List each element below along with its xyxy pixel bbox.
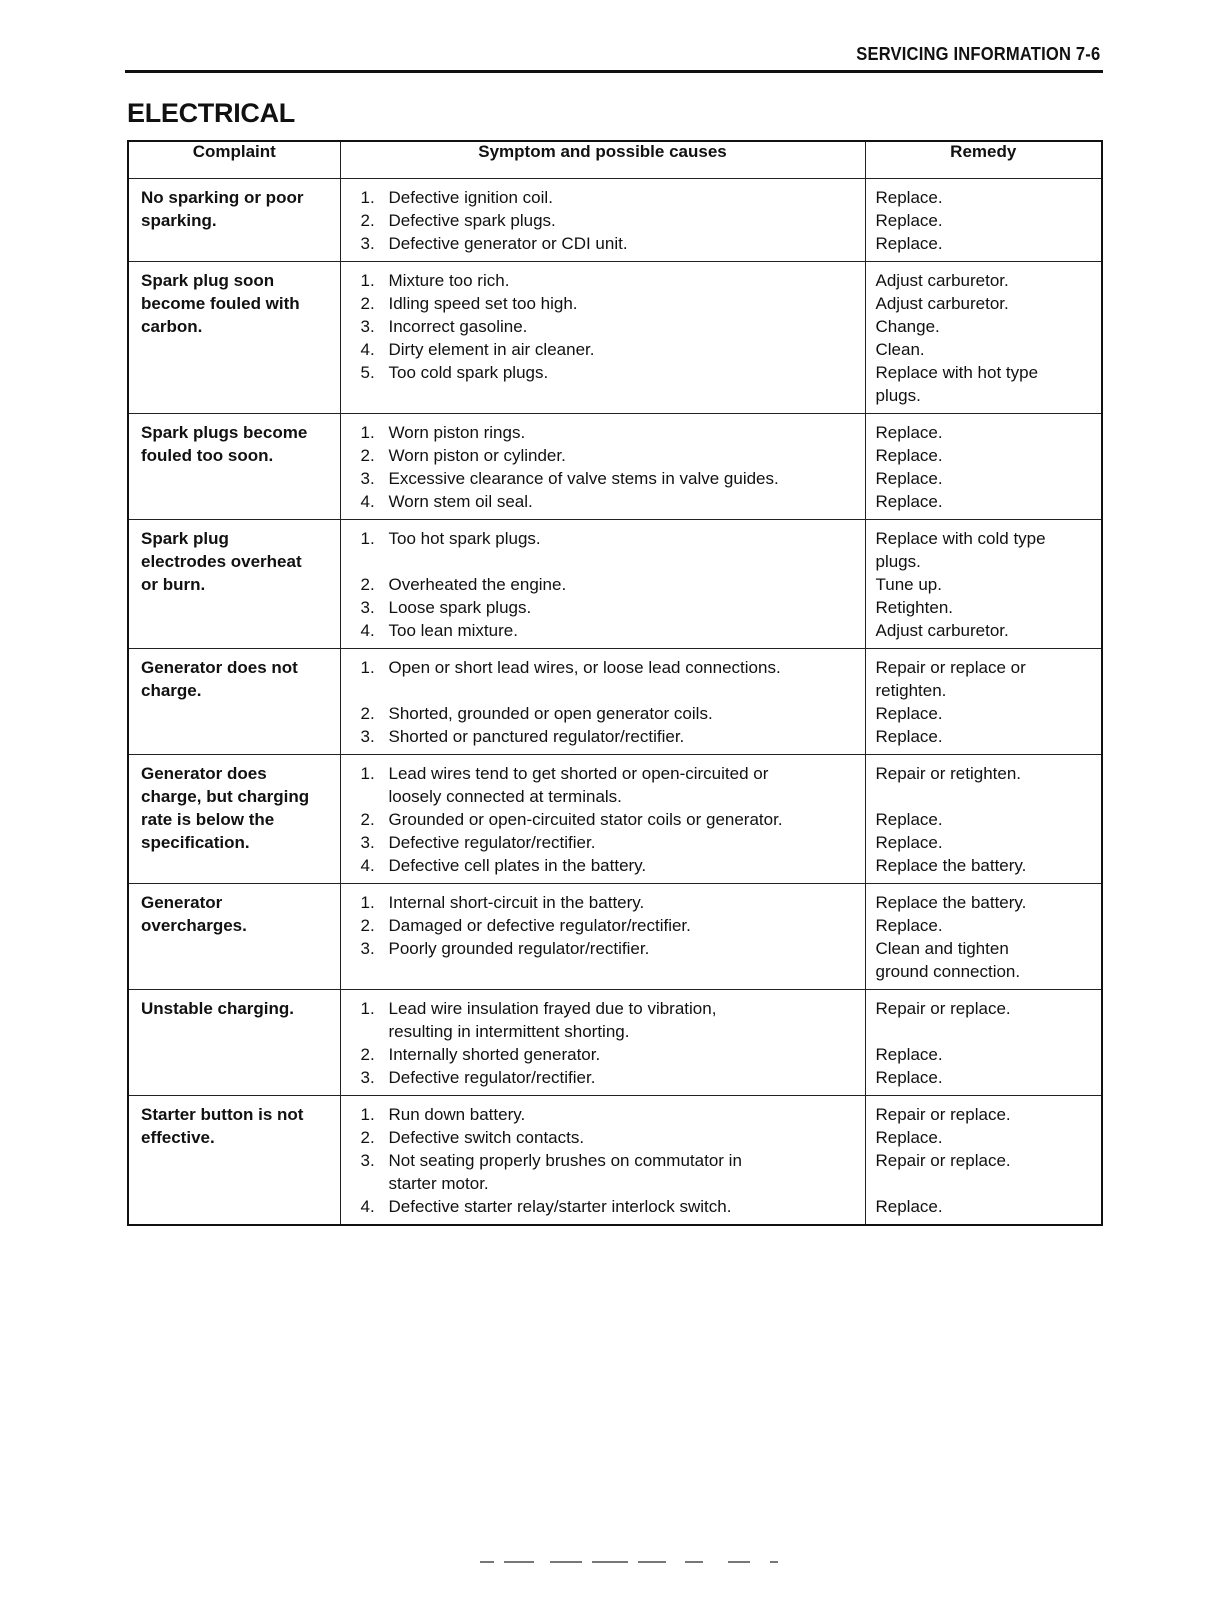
table-row [128,1096,1102,1226]
remedy-text: Adjust carburetor. [875,621,1009,640]
symptom-cell [340,414,865,520]
complaint-text: Generator [141,893,223,912]
complaint-cell [128,649,340,755]
symptom-cell [340,755,865,884]
complaint-text: Starter button is not [141,1105,304,1124]
symptom-number: 2. [360,294,375,313]
symptom-number: 1. [360,893,375,912]
remedy-text: Adjust carburetor. [875,271,1009,290]
symptom-item [361,1126,859,1149]
remedy-text: Replace the battery. [875,893,1027,912]
symptom-number: 2. [360,575,375,594]
table-row [128,520,1102,649]
remedy-text [876,785,1096,808]
symptom-number [361,384,389,407]
symptom-text: Defective spark plugs. [388,211,556,230]
symptom-item [361,997,859,1020]
remedy-text: Replace with cold type [875,529,1046,548]
symptom-cell [340,990,865,1096]
symptom-number: 3. [360,939,375,958]
symptom-text: Internal short-circuit in the battery. [388,893,645,912]
remedy-text: Replace. [875,916,943,935]
remedy-cell [865,990,1102,1096]
symptom-item [361,550,859,573]
symptom-item [361,338,859,361]
symptom-item [361,808,859,831]
remedy-text: Replace. [875,469,943,488]
symptom-text: Worn stem oil seal. [388,492,533,511]
symptom-item [361,725,859,748]
remedy-cell [865,414,1102,520]
symptom-cell [340,520,865,649]
symptom-text: Open or short lead wires, or loose lead connections. [388,658,781,677]
table-body [128,179,1102,1226]
remedy-cell [865,262,1102,414]
symptom-text: Defective regulator/rectifier. [388,1068,596,1087]
symptom-text: Lead wire insulation frayed due to vibration, [388,999,717,1018]
symptom-number: 2. [360,916,375,935]
remedy-text: plugs. [875,386,921,405]
remedy-text: Replace with hot type [875,363,1039,382]
symptom-text: Defective ignition coil. [388,188,553,207]
symptom-number: 3. [360,1151,375,1170]
symptom-item [361,269,859,292]
symptom-number: 2. [360,1128,375,1147]
symptom-item [361,891,859,914]
symptom-item [361,232,859,255]
remedy-cell [865,1096,1102,1226]
symptom-text: Poorly grounded regulator/rectifier. [388,939,650,958]
symptom-text: Lead wires tend to get shorted or open-circuited or [388,764,769,783]
table-header-row [128,141,1102,179]
complaint-text: charge. [141,681,202,700]
remedy-text: Retighten. [875,598,953,617]
symptom-number: 4. [360,1197,375,1216]
column-header-complaint: Complaint [128,141,340,179]
symptom-text: Dirty element in air cleaner. [388,340,595,359]
remedy-text [876,1172,1096,1195]
remedy-cell [865,755,1102,884]
symptom-text: resulting in intermittent shorting. [388,1022,630,1041]
complaint-text: rate is below the [141,810,275,829]
symptom-text: Loose spark plugs. [388,598,532,617]
symptom-item [361,831,859,854]
symptom-number [361,785,389,808]
symptom-text: loosely connected at terminals. [388,787,622,806]
complaint-text: Generator does [141,764,267,783]
symptom-item [361,1043,859,1066]
symptom-item [361,679,859,702]
symptom-item [361,467,859,490]
complaint-cell [128,990,340,1096]
symptom-number [361,960,389,983]
complaint-text: sparking. [141,211,217,230]
symptom-item [361,656,859,679]
symptom-number: 1. [360,188,375,207]
symptom-item [361,527,859,550]
remedy-text: Replace. [875,1128,943,1147]
symptom-item [361,1020,859,1043]
symptom-cell [340,1096,865,1226]
symptom-number: 2. [360,446,375,465]
symptom-text: Excessive clearance of valve stems in valve guides. [388,469,779,488]
symptom-text: Grounded or open-circuited stator coils or generator. [388,810,783,829]
complaint-text: Unstable charging. [141,999,295,1018]
symptom-text: Too lean mixture. [388,621,518,640]
remedy-text: Replace. [875,211,943,230]
table-row [128,649,1102,755]
table-row [128,262,1102,414]
symptom-text: Mixture too rich. [388,271,510,290]
remedy-text: Adjust carburetor. [875,294,1009,313]
symptom-text: Shorted, grounded or open generator coils. [388,704,713,723]
table-row [128,755,1102,884]
symptom-item [361,1149,859,1172]
complaint-text: effective. [141,1128,215,1147]
symptom-number [361,550,389,573]
remedy-cell [865,649,1102,755]
remedy-text: ground connection. [875,962,1021,981]
troubleshooting-table [127,140,1103,1226]
symptom-item [361,785,859,808]
symptom-number: 3. [360,469,375,488]
remedy-text: Replace. [875,727,943,746]
symptom-item [361,762,859,785]
symptom-number: 2. [360,211,375,230]
complaint-cell [128,884,340,990]
symptom-text: Idling speed set too high. [388,294,578,313]
table-row [128,884,1102,990]
symptom-text: Too hot spark plugs. [388,529,541,548]
symptom-text: Incorrect gasoline. [388,317,528,336]
symptom-number: 1. [360,423,375,442]
symptom-number [361,1020,389,1043]
symptom-text: Overheated the engine. [388,575,567,594]
complaint-cell [128,520,340,649]
symptom-number: 3. [360,234,375,253]
symptom-number: 3. [360,833,375,852]
complaint-text: Generator does not [141,658,298,677]
symptom-text: Internally shorted generator. [388,1045,601,1064]
remedy-text: Repair or replace. [875,999,1011,1018]
symptom-item [361,186,859,209]
symptom-text: Shorted or panctured regulator/rectifier. [388,727,685,746]
remedy-text: Repair or replace. [875,1151,1011,1170]
column-header-symptom: Symptom and possible causes [340,141,865,179]
complaint-text: Spark plugs become [141,423,308,442]
complaint-cell [128,179,340,262]
symptom-number: 4. [360,340,375,359]
symptom-item [361,209,859,232]
symptom-cell [340,884,865,990]
remedy-text: Clean. [875,340,925,359]
symptom-item [361,444,859,467]
complaint-cell [128,1096,340,1226]
symptom-number: 2. [360,810,375,829]
remedy-text: Replace. [875,1045,943,1064]
symptom-item [361,1172,859,1195]
symptom-number: 1. [360,764,375,783]
table-row [128,990,1102,1096]
complaint-text: Spark plug [141,529,229,548]
remedy-text [876,1020,1096,1043]
remedy-text: Replace. [875,704,943,723]
symptom-text: Defective switch contacts. [388,1128,585,1147]
remedy-text: Replace. [875,492,943,511]
symptom-item [361,1103,859,1126]
symptom-item [361,619,859,642]
symptom-item [361,315,859,338]
complaint-cell [128,262,340,414]
column-header-remedy: Remedy [865,141,1102,179]
complaint-text: charge, but charging [141,787,310,806]
symptom-text: Defective starter relay/starter interlock switch. [388,1197,732,1216]
symptom-number: 1. [360,529,375,548]
complaint-cell [128,414,340,520]
remedy-text: Repair or replace or [875,658,1026,677]
symptom-number: 3. [360,727,375,746]
symptom-item [361,1066,859,1089]
remedy-text: retighten. [875,681,947,700]
symptom-number: 2. [360,1045,375,1064]
remedy-cell [865,179,1102,262]
symptom-item [361,854,859,877]
symptom-number: 4. [360,492,375,511]
page-header-title: SERVICING INFORMATION 7-6 [855,44,1100,64]
complaint-text: Spark plug soon [141,271,275,290]
page-header [125,44,1103,73]
remedy-text: plugs. [875,552,921,571]
remedy-text: Tune up. [875,575,942,594]
symptom-item [361,1195,859,1218]
complaint-text: electrodes overheat [141,552,302,571]
symptom-text: Too cold spark plugs. [388,363,549,382]
symptom-number: 4. [360,621,375,640]
remedy-text: Replace. [875,188,943,207]
remedy-text: Replace. [875,423,943,442]
symptom-cell [340,179,865,262]
remedy-text: Replace. [875,234,943,253]
remedy-text: Replace the battery. [875,856,1027,875]
complaint-text: No sparking or poor [141,188,304,207]
remedy-text: Replace. [875,1197,943,1216]
symptom-text: Not seating properly brushes on commutator in [388,1151,742,1170]
symptom-text: Damaged or defective regulator/rectifier. [388,916,691,935]
symptom-text: Defective generator or CDI unit. [388,234,628,253]
symptom-number [361,1172,389,1195]
symptom-number: 1. [360,1105,375,1124]
symptom-item [361,361,859,384]
symptom-item [361,384,859,407]
complaint-text: overcharges. [141,916,247,935]
symptom-text: Defective regulator/rectifier. [388,833,596,852]
remedy-text: Replace. [875,446,943,465]
symptom-text: Run down battery. [388,1105,526,1124]
section-title: ELECTRICAL [127,98,295,128]
symptom-item [361,292,859,315]
symptom-item [361,573,859,596]
symptom-number: 5. [360,363,375,382]
remedy-cell [865,884,1102,990]
remedy-text: Repair or replace. [875,1105,1011,1124]
remedy-text: Replace. [875,810,943,829]
symptom-item [361,914,859,937]
symptom-number: 2. [360,704,375,723]
symptom-item [361,702,859,725]
symptom-number: 3. [360,317,375,336]
remedy-text: Clean and tighten [875,939,1009,958]
symptom-number: 1. [360,999,375,1018]
symptom-cell [340,262,865,414]
symptom-item [361,490,859,513]
symptom-text: Worn piston or cylinder. [388,446,566,465]
table-row [128,179,1102,262]
symptom-text: Worn piston rings. [388,423,526,442]
symptom-text: Defective cell plates in the battery. [388,856,647,875]
symptom-item [361,596,859,619]
symptom-number: 4. [360,856,375,875]
complaint-text: or burn. [141,575,206,594]
remedy-text: Replace. [875,1068,943,1087]
symptom-number: 3. [360,598,375,617]
complaint-text: become fouled with [141,294,300,313]
symptom-number: 1. [360,658,375,677]
symptom-item [361,960,859,983]
symptom-number [361,679,389,702]
table-row [128,414,1102,520]
symptom-number: 1. [360,271,375,290]
symptom-text: starter motor. [388,1174,489,1193]
remedy-text: Change. [875,317,940,336]
complaint-text: carbon. [141,317,203,336]
complaint-text: fouled too soon. [141,446,274,465]
remedy-text: Repair or retighten. [875,764,1022,783]
complaint-cell [128,755,340,884]
symptom-number: 3. [360,1068,375,1087]
symptom-cell [340,649,865,755]
symptom-item [361,421,859,444]
remedy-text: Replace. [875,833,943,852]
complaint-text: specification. [141,833,250,852]
symptom-item [361,937,859,960]
footer-scan-marks [480,1561,780,1565]
remedy-cell [865,520,1102,649]
